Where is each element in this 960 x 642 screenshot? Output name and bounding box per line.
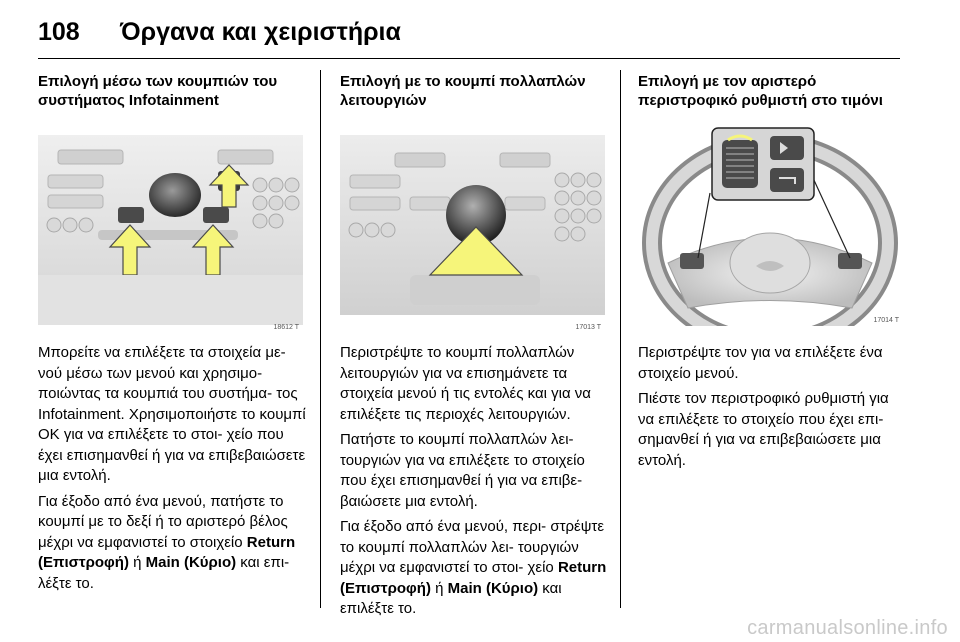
page-header <box>38 14 908 54</box>
paragraph: Περιστρέψτε το κουμπί πολλαπλών λειτουργιών για να επισημάνετε τα στοιχεία μενού ή τις εντολές και για να επιλέξετε τις περιοχές λειτουργιών. <box>340 344 591 423</box>
figure-code: 17014 T <box>873 317 899 324</box>
figure-steering-wheel <box>638 118 903 326</box>
figure-code: 17013 T <box>575 324 601 331</box>
header-divider <box>38 58 900 59</box>
paragraph: Για έξοδο από ένα μενού, πατήστε το κουμπί με το δεξί ή το αριστερό βέλος μέχρι να εμφανιστεί το στοιχείο Return (Επιστροφή) ή Main (Κύριο) και επι- λέξτε το. <box>38 492 296 592</box>
watermark: carmanualsonline.info <box>747 617 948 639</box>
page-number: 108 <box>38 18 80 46</box>
column-divider-2 <box>620 70 621 608</box>
column-steering-wheel-control <box>638 72 906 110</box>
paragraph: Πατήστε το κουμπί πολλαπλών λει- τουργιών για να επιλέξετε το στοιχείο που έχει επισημανθεί ή για να επιβε- βαιώσετε μια εντολή. <box>340 431 585 510</box>
column-multifunction-knob <box>340 72 608 110</box>
col1-body <box>38 343 306 599</box>
chapter-title: Όργανα και χειριστήρια <box>120 18 401 46</box>
paragraph: Μπορείτε να επιλέξετε τα στοιχεία με- νού μέσω των μενού και χρησιμο- ποιώντας τα κουμπιά του συστήμα- τος Infotainment. Χρησιμοποιήστε το κουμπί OK για να επιλέξετε το στοι- χείο που έχει επισημανθεί ή για να επιβεβαιώσετε μια εντολή. <box>38 344 306 484</box>
steering-wheel-illustration <box>638 118 903 326</box>
col2-body <box>340 343 608 625</box>
paragraph: Για έξοδο από ένα μενού, περι- στρέψτε το κουμπί πολλαπλών λει- τουργιών μέχρι να εμφανιστεί το στοι- χείο Return (Επιστροφή) ή Main (Κύριο) και επιλέξτε το. <box>340 518 607 617</box>
col3-body <box>638 343 906 476</box>
section-heading: Επιλογή με τον αριστερό περιστροφικό ρυθμιστή στο τιμόνι <box>638 73 883 109</box>
column-divider-1 <box>320 70 321 608</box>
column-infotainment-buttons <box>38 72 306 110</box>
figure-code: 18612 T <box>273 324 299 331</box>
phone-icon <box>770 168 804 192</box>
paragraph: Πιέστε τον περιστροφικό ρυθμιστή για να επιλέξετε το στοιχείο που έχει επι- σημανθεί ή για να επιβεβαιώσετε μια εντολή. <box>638 390 889 469</box>
multifunction-knob-illustration <box>340 125 605 333</box>
section-heading: Επιλογή μέσω των κουμπιών του συστήματος Infotainment <box>38 73 278 109</box>
figure-multifunction-knob <box>340 125 605 333</box>
section-heading: Επιλογή με το κουμπί πολλαπλών λειτουργιών <box>340 73 586 109</box>
infotainment-panel-illustration <box>38 125 303 333</box>
paragraph: Περιστρέψτε τον για να επιλέξετε ένα στοιχείο μενού. <box>638 344 883 382</box>
figure-infotainment-panel <box>38 125 303 333</box>
